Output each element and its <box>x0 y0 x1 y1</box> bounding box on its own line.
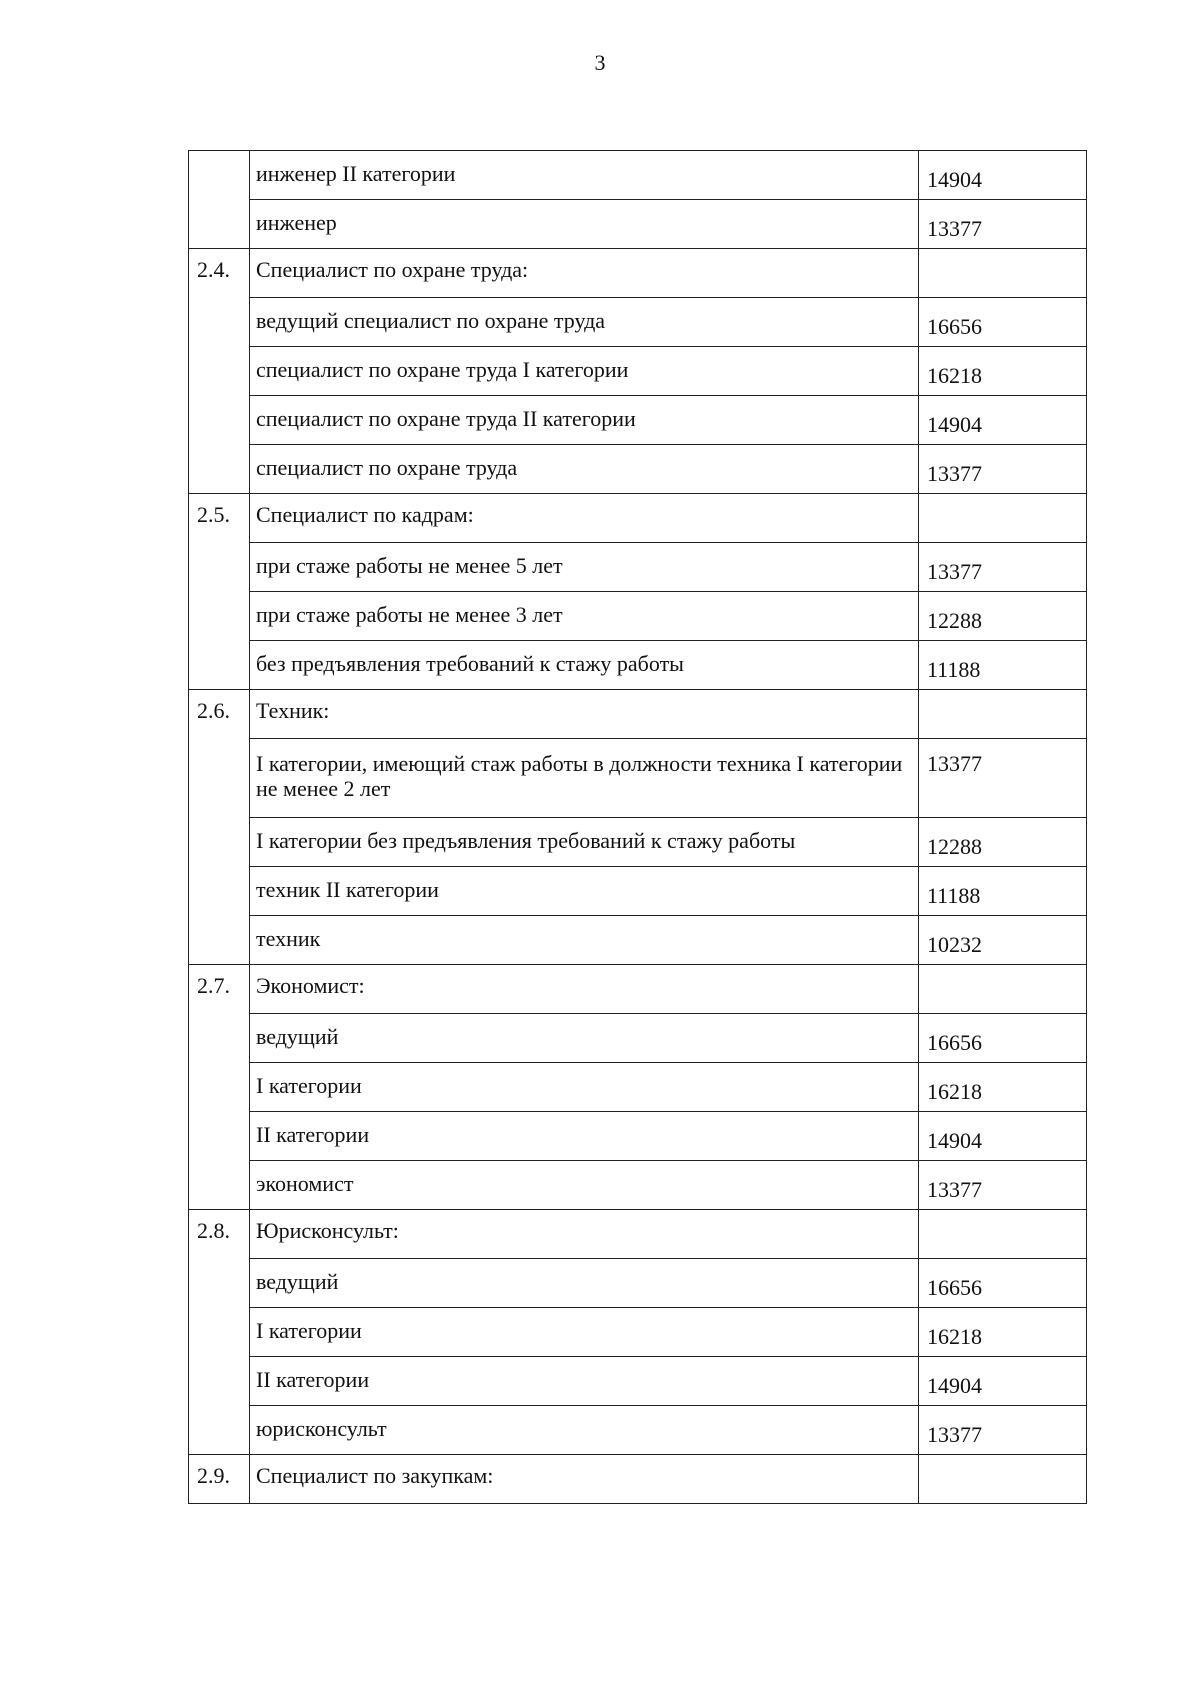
salary-cell: 11188 <box>919 867 1087 916</box>
table-row <box>189 1406 1087 1455</box>
salary-table <box>188 150 1087 1504</box>
salary-cell: 14904 <box>919 396 1087 445</box>
section-number-cell <box>189 1063 250 1112</box>
table-row <box>189 818 1087 867</box>
table-row <box>189 1112 1087 1161</box>
salary-cell: 13377 <box>919 1406 1087 1455</box>
salary-cell: 14904 <box>919 1112 1087 1161</box>
table-row <box>189 445 1087 494</box>
salary-cell: 12288 <box>919 818 1087 867</box>
table-row <box>189 867 1087 916</box>
position-title-cell: II категории <box>250 1112 919 1161</box>
section-number-cell <box>189 1014 250 1063</box>
position-title-cell: без предъявления требований к стажу работы <box>250 641 919 690</box>
position-title-cell: специалист по охране труда I категории <box>250 347 919 396</box>
position-title-cell: экономист <box>250 1161 919 1210</box>
section-number-cell <box>189 1308 250 1357</box>
table-body <box>189 151 1087 1504</box>
section-number-cell: 2.9. <box>189 1455 250 1504</box>
salary-cell: 13377 <box>919 1161 1087 1210</box>
table-row <box>189 396 1087 445</box>
section-number-cell <box>189 1161 250 1210</box>
table-row <box>189 1161 1087 1210</box>
section-number-cell <box>189 818 250 867</box>
table-row <box>189 739 1087 818</box>
table-row <box>189 543 1087 592</box>
position-title-cell: I категории <box>250 1063 919 1112</box>
section-number-cell <box>189 641 250 690</box>
table-row <box>189 1259 1087 1308</box>
section-number-cell: 2.6. <box>189 690 250 739</box>
position-title-cell: I категории <box>250 1308 919 1357</box>
table-row <box>189 916 1087 965</box>
salary-cell <box>919 249 1087 298</box>
position-title-cell: Специалист по кадрам: <box>250 494 919 543</box>
position-title-cell: специалист по охране труда <box>250 445 919 494</box>
section-number-cell: 2.5. <box>189 494 250 543</box>
salary-cell: 13377 <box>919 543 1087 592</box>
position-title-cell: I категории, имеющий стаж работы в должности техника I категории не менее 2 лет <box>250 739 919 818</box>
salary-cell: 16218 <box>919 1308 1087 1357</box>
section-number-cell <box>189 1259 250 1308</box>
salary-cell: 14904 <box>919 1357 1087 1406</box>
section-header-row <box>189 1455 1087 1504</box>
position-title-cell: Техник: <box>250 690 919 739</box>
section-number-cell <box>189 445 250 494</box>
section-number-cell <box>189 151 250 200</box>
table-row <box>189 592 1087 641</box>
position-title-cell: при стаже работы не менее 3 лет <box>250 592 919 641</box>
section-number-cell <box>189 298 250 347</box>
section-number-cell <box>189 347 250 396</box>
table-row <box>189 1014 1087 1063</box>
section-number-cell <box>189 739 250 818</box>
salary-cell <box>919 1210 1087 1259</box>
section-number-cell: 2.4. <box>189 249 250 298</box>
section-header-row <box>189 249 1087 298</box>
salary-cell: 12288 <box>919 592 1087 641</box>
position-title-cell: ведущий <box>250 1014 919 1063</box>
table-row <box>189 298 1087 347</box>
salary-cell: 13377 <box>919 739 1087 818</box>
section-number-cell <box>189 916 250 965</box>
position-title-cell: I категории без предъявления требований к стажу работы <box>250 818 919 867</box>
salary-cell <box>919 1455 1087 1504</box>
section-number-cell <box>189 1112 250 1161</box>
salary-cell: 10232 <box>919 916 1087 965</box>
section-number-cell <box>189 592 250 641</box>
table-row <box>189 347 1087 396</box>
position-title-cell: Юрисконсульт: <box>250 1210 919 1259</box>
salary-cell: 16656 <box>919 1259 1087 1308</box>
section-header-row <box>189 690 1087 739</box>
section-number-cell: 2.8. <box>189 1210 250 1259</box>
salary-cell: 14904 <box>919 151 1087 200</box>
section-number-cell <box>189 1406 250 1455</box>
position-title-cell: при стаже работы не менее 5 лет <box>250 543 919 592</box>
position-title-cell: ведущий специалист по охране труда <box>250 298 919 347</box>
position-title-cell: юрисконсульт <box>250 1406 919 1455</box>
section-number-cell <box>189 867 250 916</box>
table-row <box>189 1063 1087 1112</box>
salary-cell: 13377 <box>919 445 1087 494</box>
section-header-row <box>189 494 1087 543</box>
table-row <box>189 1308 1087 1357</box>
table-row <box>189 641 1087 690</box>
salary-cell: 16218 <box>919 1063 1087 1112</box>
section-number-cell <box>189 200 250 249</box>
table-row <box>189 200 1087 249</box>
section-header-row <box>189 965 1087 1014</box>
section-number-cell <box>189 543 250 592</box>
salary-cell: 13377 <box>919 200 1087 249</box>
salary-cell: 16656 <box>919 298 1087 347</box>
position-title-cell: Специалист по охране труда: <box>250 249 919 298</box>
position-title-cell: специалист по охране труда II категории <box>250 396 919 445</box>
position-title-cell: ведущий <box>250 1259 919 1308</box>
section-number-cell: 2.7. <box>189 965 250 1014</box>
table-row <box>189 151 1087 200</box>
position-title-cell: инженер <box>250 200 919 249</box>
salary-cell: 11188 <box>919 641 1087 690</box>
page-number: 3 <box>594 50 606 75</box>
salary-cell <box>919 690 1087 739</box>
section-number-cell <box>189 1357 250 1406</box>
position-title-cell: Специалист по закупкам: <box>250 1455 919 1504</box>
salary-cell <box>919 965 1087 1014</box>
salary-cell: 16218 <box>919 347 1087 396</box>
position-title-cell: II категории <box>250 1357 919 1406</box>
position-title-cell: инженер II категории <box>250 151 919 200</box>
salary-cell <box>919 494 1087 543</box>
table-row <box>189 1357 1087 1406</box>
section-number-cell <box>189 396 250 445</box>
section-header-row <box>189 1210 1087 1259</box>
position-title-cell: Экономист: <box>250 965 919 1014</box>
position-title-cell: техник <box>250 916 919 965</box>
position-title-cell: техник II категории <box>250 867 919 916</box>
salary-cell: 16656 <box>919 1014 1087 1063</box>
